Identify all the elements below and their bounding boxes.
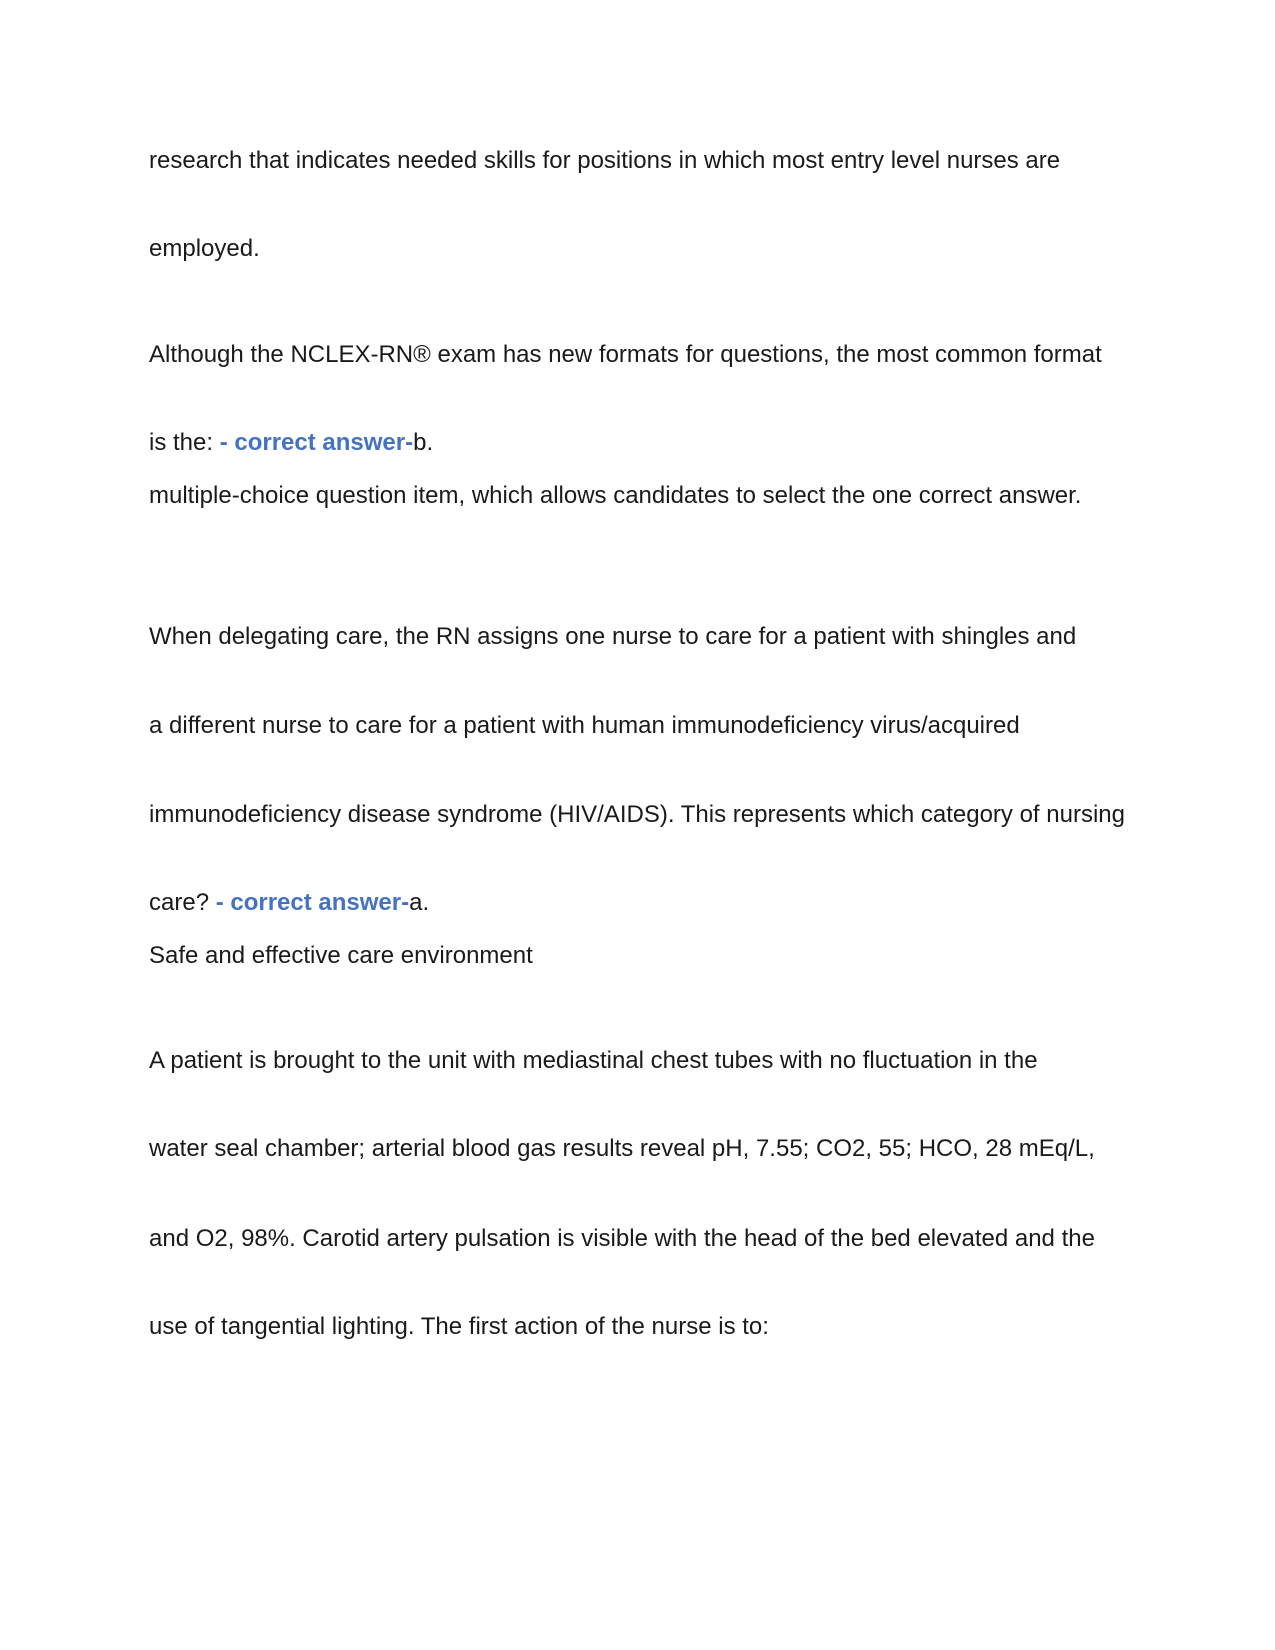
question-answer-line [149, 884, 1129, 922]
question-text: is the: [149, 429, 220, 456]
correct-answer-marker: - correct answer- [219, 429, 414, 456]
paragraph-line: research that indicates needed skills for positions in which most entry level nurses are [149, 147, 1061, 174]
correct-answer-marker: - correct answer- [215, 889, 410, 916]
question-line: immunodeficiency disease syndrome (HIV/AIDS). This represents which category of nursing [149, 801, 1125, 828]
question-answer-line [149, 424, 1129, 462]
question-line: a different nurse to care for a patient with human immunodeficiency virus/acquired [149, 712, 1020, 739]
question-text: care? [149, 889, 216, 916]
question-line: water seal chamber; arterial blood gas results reveal pH, 7.55; CO2, 55; HCO, 28 mEq/L, [149, 1135, 1095, 1162]
answer-text-line: Safe and effective care environment [149, 942, 533, 969]
answer-text-line: multiple-choice question item, which allows candidates to select the one correct answer. [149, 482, 1082, 509]
question-line: and O2, 98%. Carotid artery pulsation is visible with the head of the bed elevated and the [149, 1225, 1095, 1252]
question-line: use of tangential lighting. The first action of the nurse is to: [149, 1313, 769, 1340]
paragraph-line: employed. [149, 235, 260, 262]
answer-letter: a. [409, 889, 430, 916]
question-line: Although the NCLEX-RN® exam has new formats for questions, the most common format [149, 341, 1102, 368]
question-line: When delegating care, the RN assigns one nurse to care for a patient with shingles and [149, 623, 1077, 650]
answer-letter: b. [413, 429, 434, 456]
question-line: A patient is brought to the unit with mediastinal chest tubes with no fluctuation in the [149, 1047, 1038, 1074]
